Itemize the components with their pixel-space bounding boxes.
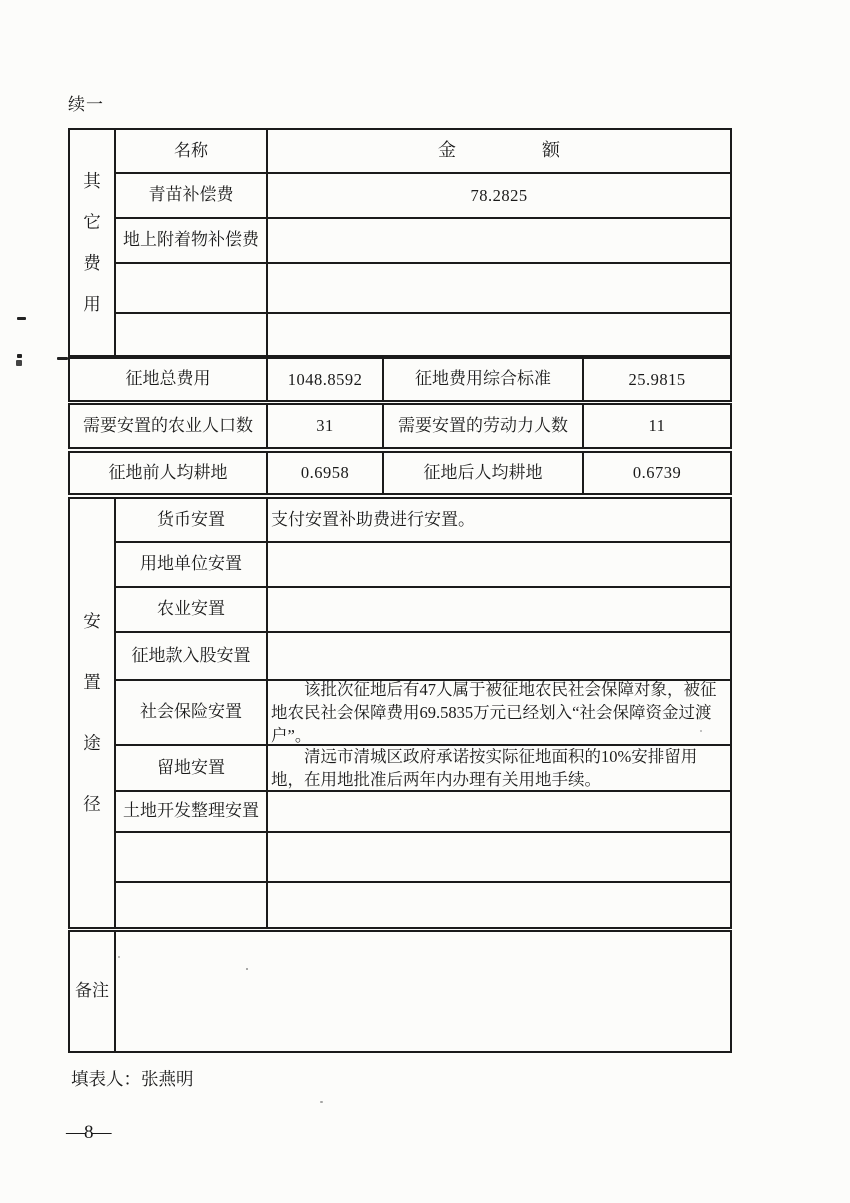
- vertical-char: 其: [83, 170, 101, 191]
- fee-name: [116, 314, 268, 355]
- summary-label: 征地后人均耕地: [384, 453, 584, 493]
- vertical-char: 费: [83, 252, 101, 273]
- amount-header-char: 金: [438, 140, 456, 161]
- fee-amount: [268, 314, 730, 355]
- resettlement-method-content: 支付安置补助费进行安置。: [268, 499, 730, 543]
- summary-value: 25.9815: [628, 369, 686, 389]
- vertical-char: 径: [83, 794, 101, 814]
- summary-label: 征地前人均耕地: [70, 453, 268, 493]
- ink-speck: [118, 956, 120, 958]
- fee-amount: 78.2825: [268, 174, 730, 219]
- resettlement-method-label: 社会保险安置: [116, 681, 268, 746]
- other-fees-section-label: [70, 130, 116, 355]
- summary-row-farmland: [68, 451, 732, 495]
- resettlement-method-content: [268, 681, 730, 746]
- summary-value: 0.6958: [268, 453, 384, 493]
- summary-row-total-cost: [68, 357, 732, 402]
- resettlement-method-content: [268, 633, 730, 681]
- other-fees-table: [68, 128, 732, 357]
- vertical-char: 途: [83, 733, 101, 753]
- resettlement-method-content: [268, 588, 730, 633]
- summary-value: 31: [268, 405, 384, 447]
- resettlement-method-content: [268, 883, 730, 927]
- resettlement-method-label: 农业安置: [116, 588, 268, 633]
- page-number: —8—: [66, 1122, 111, 1143]
- summary-row-population: [68, 403, 732, 449]
- fee-amount: [268, 219, 730, 264]
- vertical-char: 用: [83, 293, 101, 314]
- resettlement-method-label: 征地款入股安置: [116, 633, 268, 681]
- resettlement-table: [68, 497, 732, 929]
- summary-label: 需要安置的农业人口数: [70, 405, 268, 447]
- resettlement-method-label: [116, 883, 268, 927]
- column-header-name: 名称: [116, 130, 268, 174]
- resettlement-method-label: 货币安置: [116, 499, 268, 543]
- resettlement-method-label: 用地单位安置: [116, 543, 268, 588]
- remarks-table: [68, 930, 732, 1053]
- continuation-label: 续一: [68, 95, 104, 114]
- resettlement-method-label: [116, 833, 268, 883]
- resettlement-method-content: [268, 792, 730, 833]
- fee-name: 青苗补偿费: [116, 174, 268, 219]
- amount-header-char: 额: [542, 140, 560, 161]
- remarks-content: [116, 932, 730, 1051]
- ink-speck: [57, 357, 68, 360]
- summary-value: 11: [648, 416, 666, 436]
- summary-label: 征地费用综合标准: [384, 359, 584, 400]
- vertical-char: 它: [83, 211, 101, 232]
- vertical-char: 安: [83, 611, 101, 631]
- fee-name: 地上附着物补偿费: [116, 219, 268, 264]
- summary-label: 征地总费用: [70, 359, 268, 400]
- column-header-amount: [268, 130, 730, 174]
- resettlement-paragraph: 清远市清城区政府承诺按实际征地面积的10%安排留用地，在用地批准后两年内办理有关用地手续。: [271, 747, 698, 789]
- resettlement-section-label: [70, 499, 116, 927]
- ink-speck: [17, 317, 26, 320]
- summary-label: 需要安置的劳动力人数: [384, 405, 584, 447]
- resettlement-method-content: [268, 543, 730, 588]
- ink-speck: [16, 360, 22, 366]
- ink-speck: [700, 730, 702, 732]
- resettlement-method-content: [268, 833, 730, 883]
- resettlement-method-content: [268, 746, 730, 792]
- summary-value: 0.6739: [632, 463, 682, 483]
- resettlement-method-label: 留地安置: [116, 746, 268, 792]
- fee-name: [116, 264, 268, 314]
- fee-amount: [268, 264, 730, 314]
- remarks-label: 备注: [70, 932, 116, 1051]
- ink-speck: [246, 968, 248, 970]
- vertical-char: 置: [83, 672, 101, 692]
- summary-value: 1048.8592: [268, 359, 384, 400]
- ink-speck: [17, 354, 22, 358]
- ink-speck: [546, 153, 549, 156]
- resettlement-paragraph: 该批次征地后有47人属于被征地农民社会保障对象，被征地农民社会保障费用69.5835万元已经划入“社会保障资金过渡户”。: [271, 680, 717, 745]
- resettlement-method-label: 土地开发整理安置: [116, 792, 268, 833]
- form-filler-name: 填表人：张燕明: [71, 1069, 194, 1089]
- ink-speck: [320, 1101, 323, 1103]
